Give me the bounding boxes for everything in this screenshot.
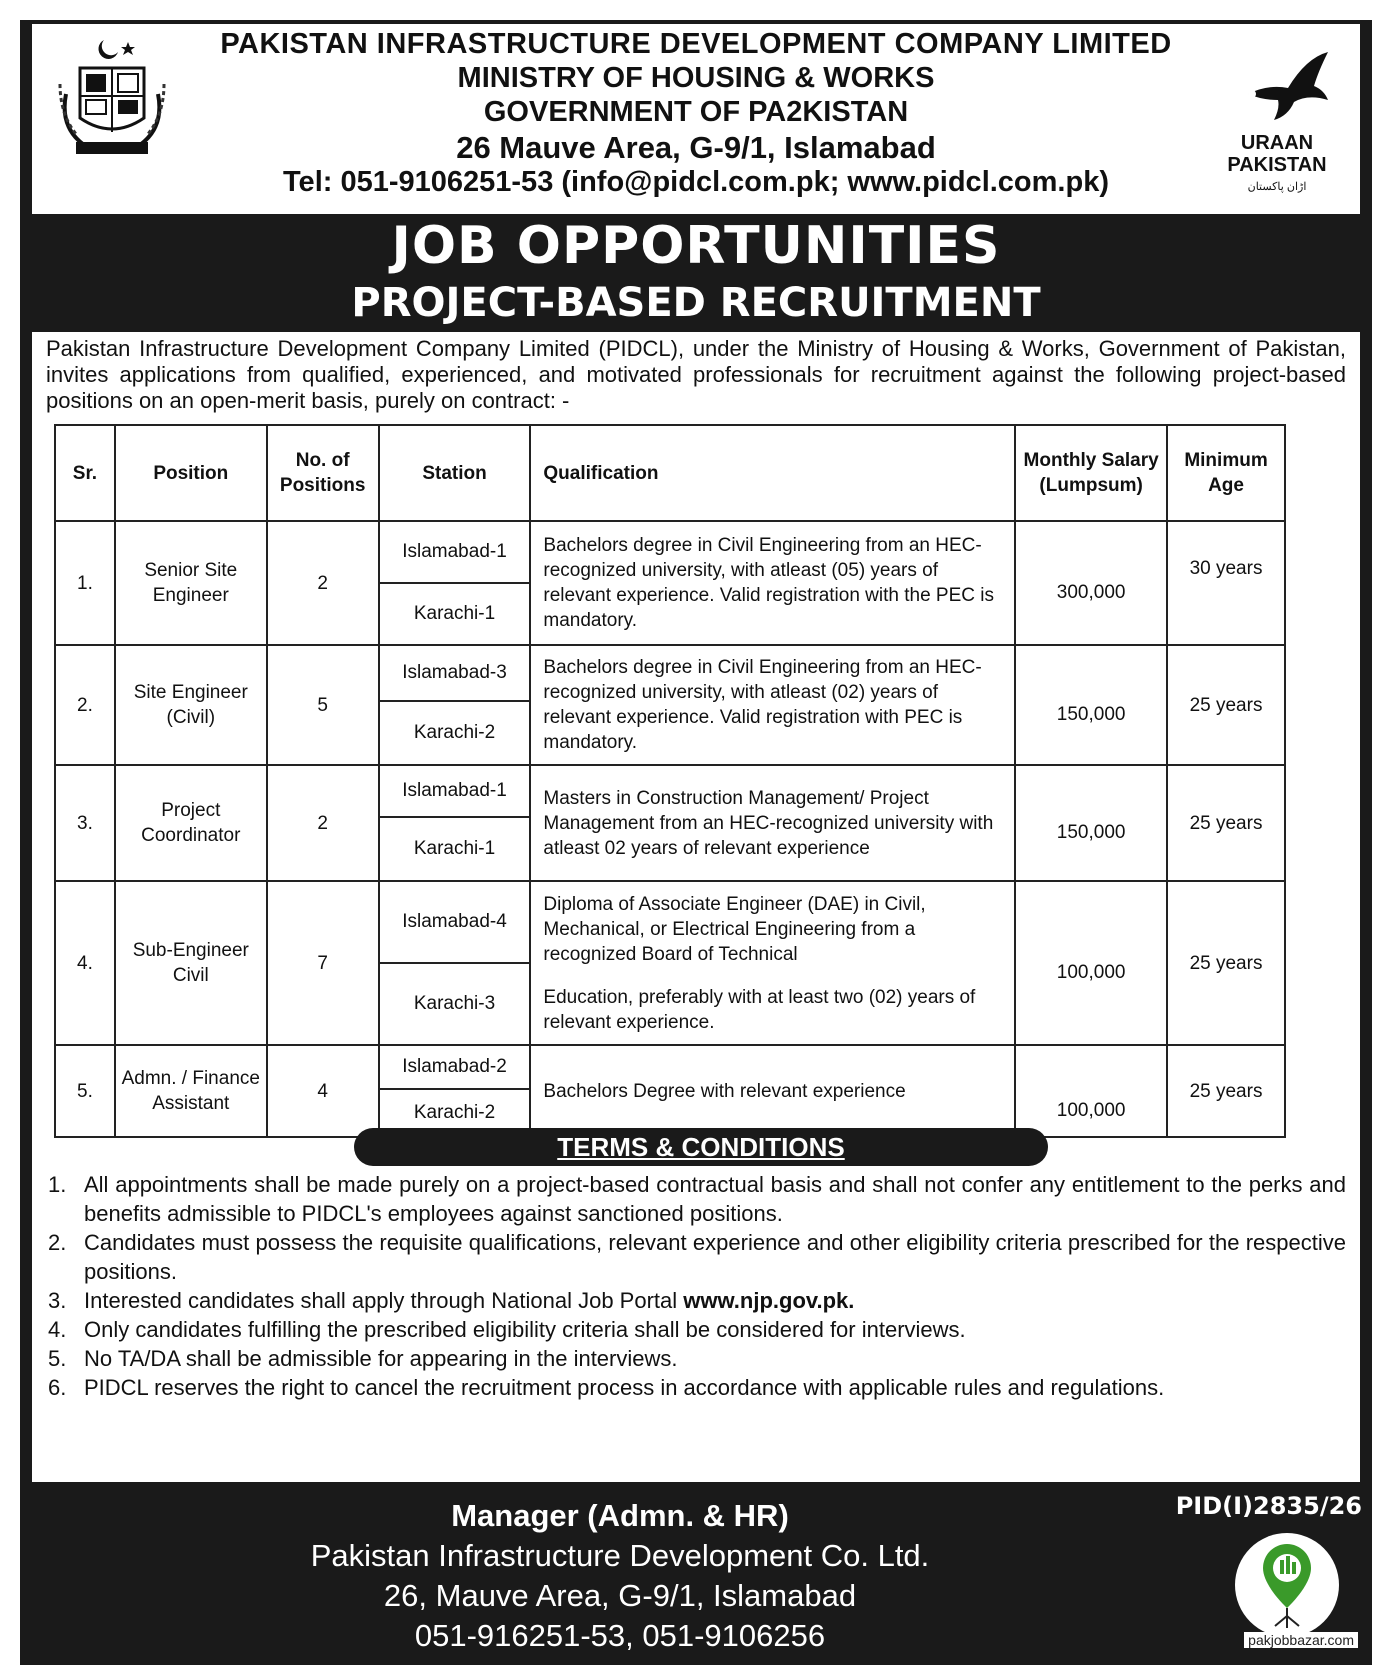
cell-count: 2 bbox=[267, 521, 379, 645]
list-item: 3. Interested candidates shall apply through National Job Portal www.njp.gov.pk. bbox=[48, 1288, 855, 1313]
header-no-of-positions: No. of Positions bbox=[267, 425, 379, 521]
header-sr: Sr. bbox=[55, 425, 115, 521]
header-station: Station bbox=[379, 425, 531, 521]
cell-age: 25 years bbox=[1167, 645, 1285, 765]
header bbox=[32, 24, 1360, 214]
advertisement-page bbox=[20, 20, 1372, 1665]
uraan-tagline: ﺍﮌﺍﻥ ﭘﺎﮐﺴﺘﺎﻥ bbox=[1247, 181, 1307, 193]
cell-salary: 300,000 bbox=[1015, 521, 1167, 645]
uraan-text: URAAN bbox=[1240, 132, 1314, 154]
footer-company: Pakistan Infrastructure Development Co. Ltd. bbox=[310, 1538, 930, 1573]
terms-list bbox=[46, 1170, 1346, 1402]
header-position: Position bbox=[115, 425, 267, 521]
list-item: 5. No TA/DA shall be admissible for appearing in the interviews. bbox=[48, 1346, 678, 1371]
cell-salary: 150,000 bbox=[1015, 645, 1167, 765]
cell-position: Sub-Engineer Civil bbox=[115, 881, 267, 1045]
advertisement-body bbox=[32, 332, 1360, 1482]
cell-station: Karachi-3 bbox=[379, 963, 531, 1045]
cell-station: Islamabad-1 bbox=[379, 521, 531, 583]
cell-sr: 4. bbox=[55, 881, 115, 1045]
table-row bbox=[55, 765, 1285, 817]
cell-station: Islamabad-1 bbox=[379, 765, 531, 817]
pakistan-text: PAKISTAN bbox=[1227, 154, 1327, 176]
cell-position: Admn. / Finance Assistant bbox=[115, 1045, 267, 1137]
cell-qualification: Masters in Construction Management/ Project Management from an HEC-recognized university with atleast 02 years of relevant experience bbox=[530, 765, 1015, 881]
cell-sr: 5. bbox=[55, 1045, 115, 1137]
cell-count: 5 bbox=[267, 645, 379, 765]
cell-count: 2 bbox=[267, 765, 379, 881]
footer bbox=[20, 1486, 1372, 1661]
signatory-title: Manager (Admn. & HR) bbox=[451, 1498, 789, 1533]
cell-sr: 1. bbox=[55, 521, 115, 645]
cell-station: Karachi-1 bbox=[379, 583, 531, 645]
cell-qualification bbox=[530, 881, 1015, 1045]
qualification-part-1: Diploma of Associate Engineer (DAE) in Civil, Mechanical, or Electrical Engineering from a recognized Board of Technical bbox=[543, 893, 926, 965]
eagle-icon bbox=[1208, 48, 1346, 132]
cell-age: 30 years bbox=[1167, 521, 1285, 645]
cell-age: 25 years bbox=[1167, 765, 1285, 881]
cell-position: Site Engineer (Civil) bbox=[115, 645, 267, 765]
table-row bbox=[55, 1045, 1285, 1089]
cell-station: Islamabad-3 bbox=[379, 645, 531, 701]
company-name: PAKISTAN INFRASTRUCTURE DEVELOPMENT COMPANY LIMITED bbox=[220, 28, 1172, 60]
list-item: 6. PIDCL reserves the right to cancel the recruitment process in accordance with applicable rules and regulations. bbox=[48, 1375, 1165, 1400]
cell-station: Islamabad-2 bbox=[379, 1045, 531, 1089]
cell-qualification: Bachelors degree in Civil Engineering from an HEC-recognized university, with atleast (05) years of relevant experience. Valid registration with the PEC is mandatory. bbox=[530, 521, 1015, 645]
terms-heading: TERMS & CONDITIONS bbox=[354, 1128, 1048, 1166]
list-item: 1. All appointments shall be made purely on a project-based contractual basis and shall not confer any entitlement to the perks and benefits admissible to PIDCL's employees against sanctioned positions. bbox=[48, 1172, 1346, 1226]
njp-link[interactable]: www.njp.gov.pk. bbox=[683, 1288, 855, 1313]
cell-salary: 150,000 bbox=[1015, 765, 1167, 881]
banner-subtitle: PROJECT-BASED RECRUITMENT bbox=[351, 280, 1041, 326]
cell-salary: 100,000 bbox=[1015, 1045, 1167, 1137]
government-name: GOVERNMENT OF PA2KISTAN bbox=[483, 96, 909, 128]
header-minimum-age: Minimum Age bbox=[1167, 425, 1285, 521]
intro-paragraph: Pakistan Infrastructure Development Company Limited (PIDCL), under the Ministry of Housing & Works, Government of Pakistan, invites applications from qualified, experienced, and motivated professionals for recruitment against the following project-based positions on an open-merit basis, purely on contract: - bbox=[46, 336, 1346, 413]
table-row bbox=[55, 521, 1285, 583]
table-row bbox=[55, 881, 1285, 963]
pakjobbazar-logo-icon bbox=[1232, 1530, 1342, 1640]
list-item: 2. Candidates must possess the requisite qualifications, relevant experience and other eligibility criteria prescribed for the respective positions. bbox=[48, 1230, 1346, 1284]
header-qualification: Qualification bbox=[530, 425, 1015, 521]
cell-station: Karachi-2 bbox=[379, 701, 531, 765]
header-salary: Monthly Salary (Lumpsum) bbox=[1015, 425, 1167, 521]
cell-age: 25 years bbox=[1167, 1045, 1285, 1137]
cell-station: Karachi-2 bbox=[379, 1089, 531, 1137]
watermark-text[interactable]: pakjobbazar.com bbox=[1244, 1632, 1358, 1648]
table-row bbox=[55, 645, 1285, 701]
positions-table bbox=[54, 424, 1286, 1138]
cell-sr: 3. bbox=[55, 765, 115, 881]
banner-title: JOB OPPORTUNITIES bbox=[391, 216, 1001, 276]
cell-salary: 100,000 bbox=[1015, 881, 1167, 1045]
footer-phones: 051-916251-53, 051-9106256 bbox=[414, 1618, 826, 1653]
cell-count: 4 bbox=[267, 1045, 379, 1137]
qualification-part-2: Education, preferably with at least two (02) years of relevant experience. bbox=[543, 986, 976, 1033]
pid-number: PID(I)2835/26 bbox=[1175, 1492, 1362, 1520]
uraan-pakistan-logo bbox=[1208, 48, 1346, 198]
cell-age: 25 years bbox=[1167, 881, 1285, 1045]
cell-station: Islamabad-4 bbox=[379, 881, 531, 963]
cell-qualification: Bachelors degree in Civil Engineering from an HEC-recognized university, with atleast (02) years of relevant experience. Valid registration with PEC is mandatory. bbox=[530, 645, 1015, 765]
list-item: 4. Only candidates fulfilling the prescribed eligibility criteria shall be considered for interviews. bbox=[48, 1317, 966, 1342]
cell-station: Karachi-1 bbox=[379, 817, 531, 881]
footer-address: 26, Mauve Area, G-9/1, Islamabad bbox=[383, 1578, 857, 1613]
cell-qualification: Bachelors Degree with relevant experience bbox=[530, 1045, 1015, 1137]
cell-position: Senior Site Engineer bbox=[115, 521, 267, 645]
cell-count: 7 bbox=[267, 881, 379, 1045]
table-header-row bbox=[55, 425, 1285, 521]
ministry-name: MINISTRY OF HOUSING & WORKS bbox=[457, 62, 935, 94]
address: 26 Mauve Area, G-9/1, Islamabad bbox=[456, 130, 936, 165]
cell-sr: 2. bbox=[55, 645, 115, 765]
cell-position: Project Coordinator bbox=[115, 765, 267, 881]
contact-line: Tel: 051-9106251-53 (info@pidcl.com.pk; www.pidcl.com.pk) bbox=[283, 166, 1109, 198]
